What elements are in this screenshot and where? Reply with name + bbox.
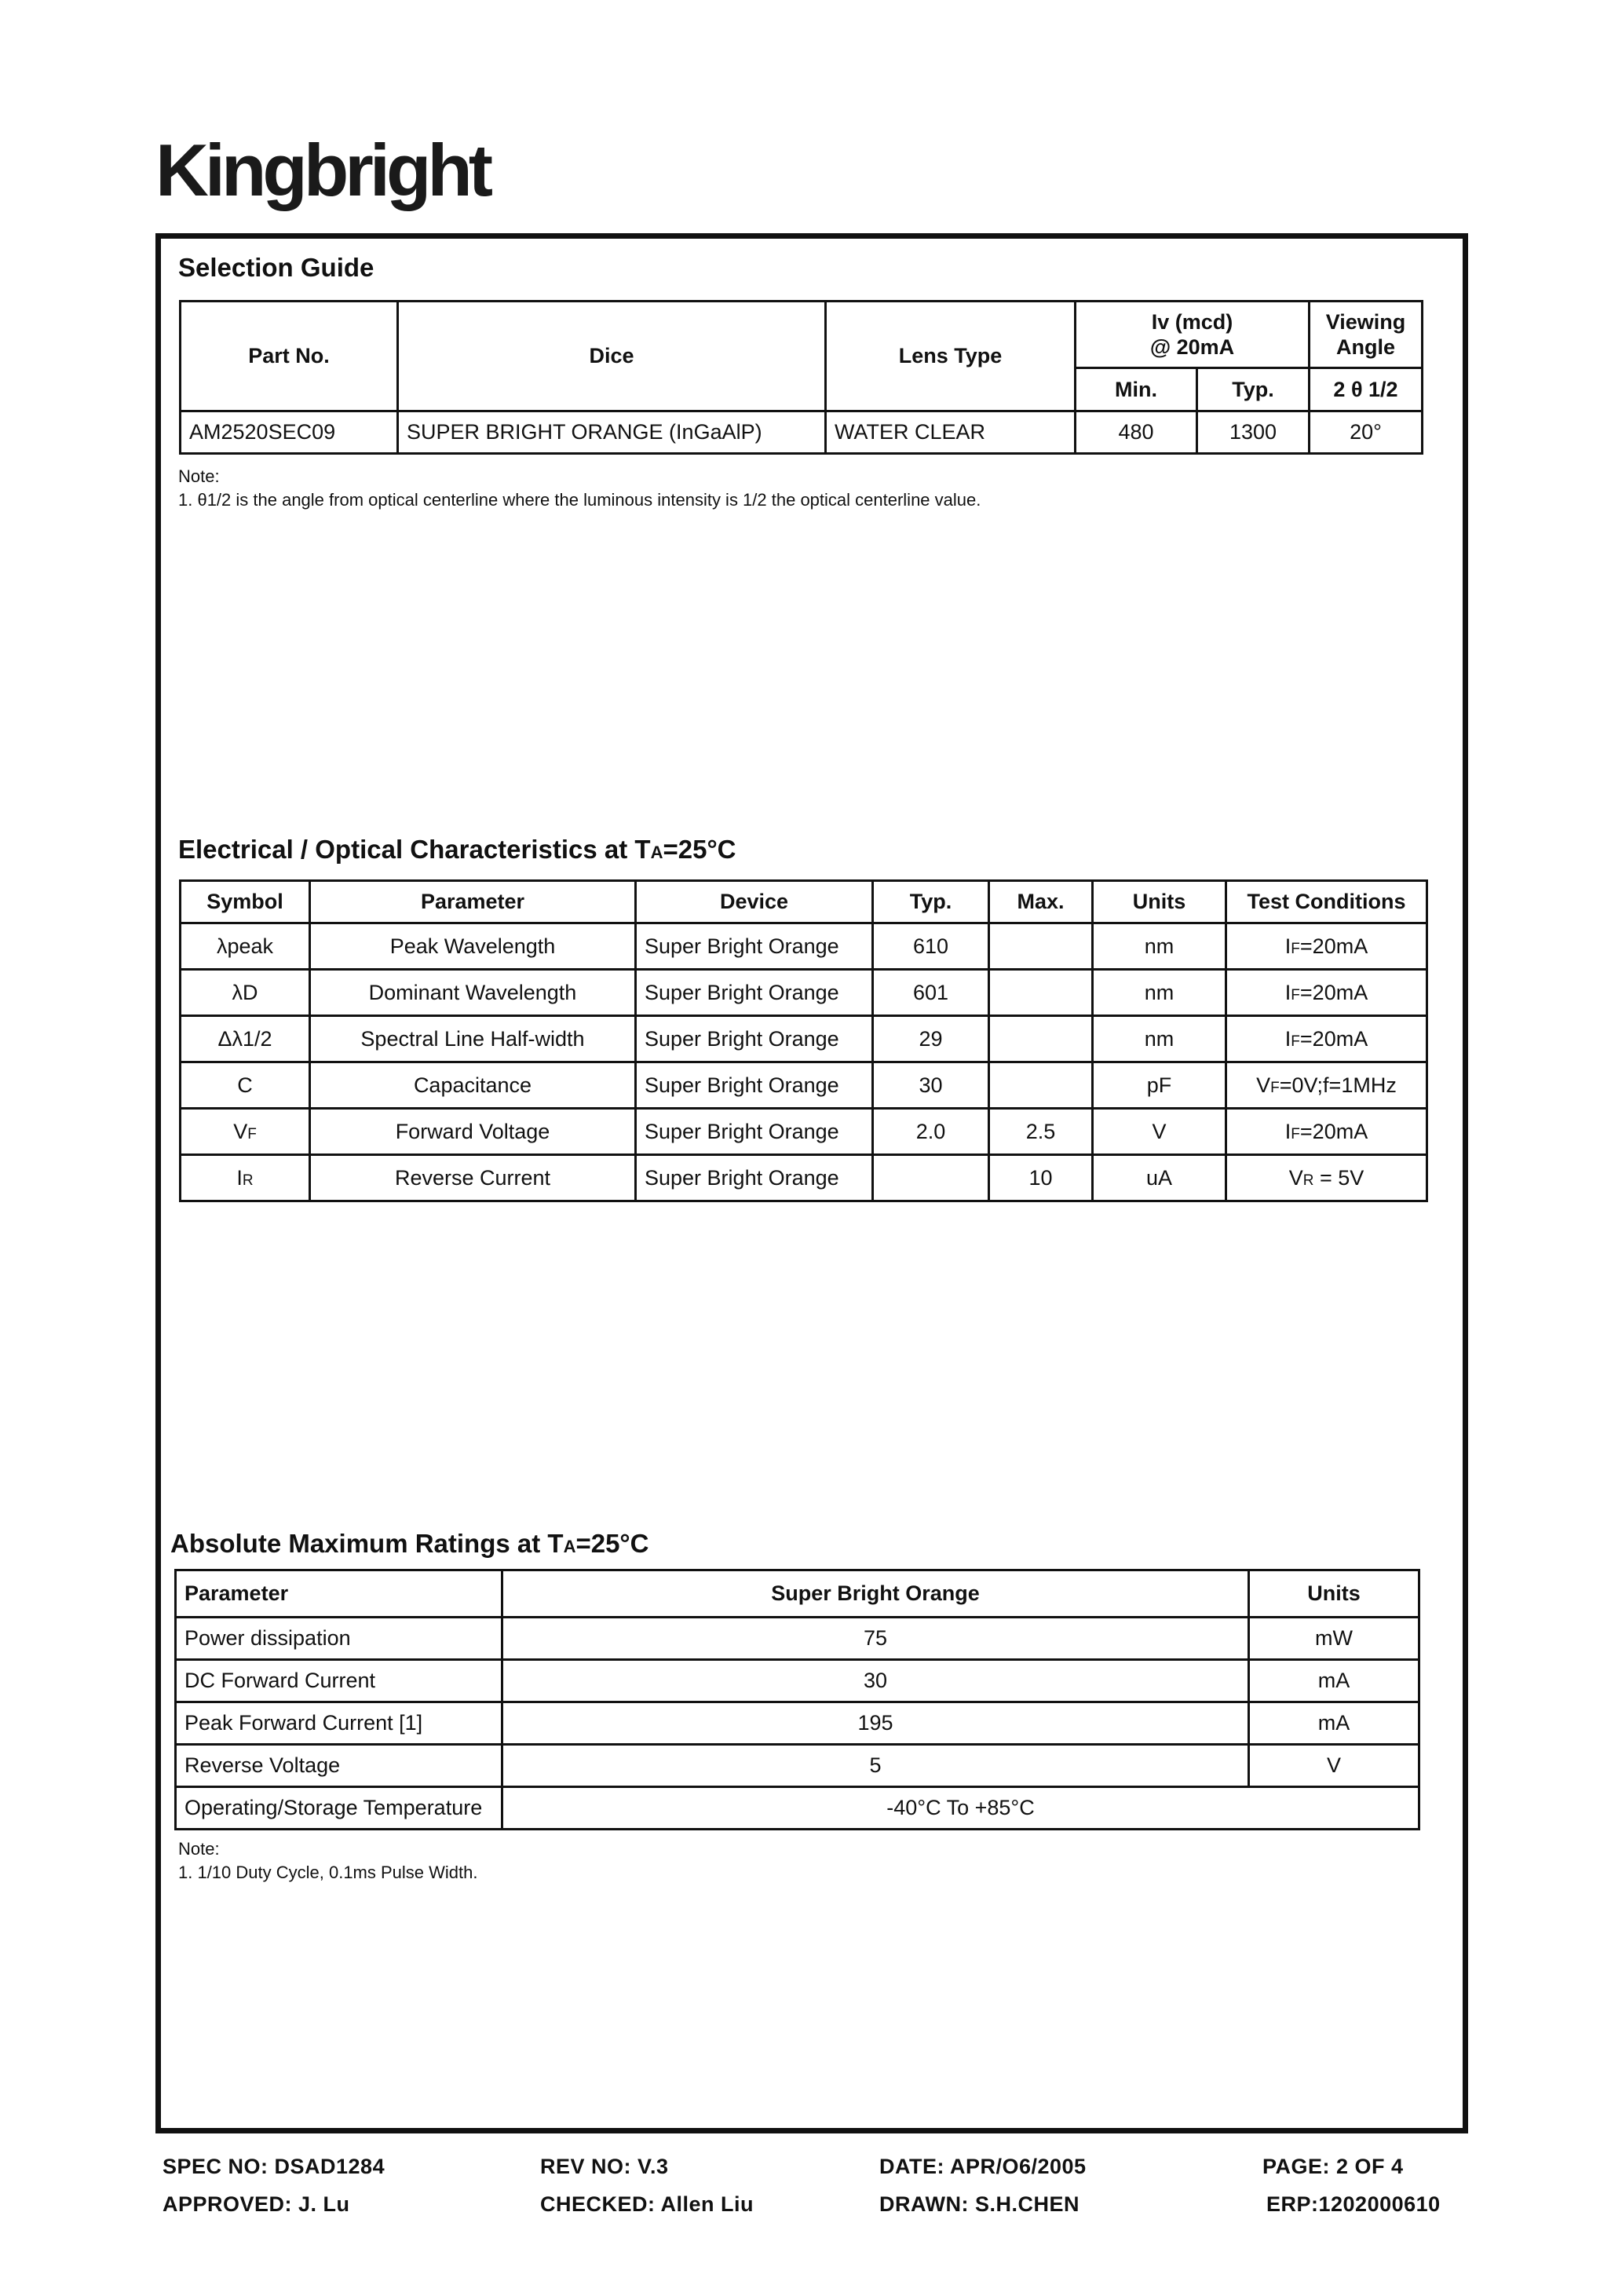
cell-test-condition: VF=0V;f=1MHz [1226,1062,1427,1109]
electrical-header-cell: Typ. [873,881,989,923]
cell-min: 480 [1076,411,1197,454]
cell-symbol: C [181,1062,310,1109]
table-row [181,1062,1427,1109]
cell-units: nm [1093,923,1226,970]
cell-test-condition: IF=20mA [1226,1109,1427,1155]
header-units: Units [1249,1570,1419,1618]
cell-max [989,1016,1093,1062]
note-label: Note: [178,466,220,486]
cell-parameter: Spectral Line Half-width [310,1016,636,1062]
selection-guide-note [178,465,981,512]
cell-typ [873,1155,989,1201]
header-parameter: Parameter [176,1570,502,1618]
note-text: 1. θ1/2 is the angle from optical centerline where the luminous intensity is 1/2 the optical centerline value. [178,490,981,510]
electrical-header-cell: Parameter [310,881,636,923]
electrical-header-cell: Max. [989,881,1093,923]
cell-test-condition: IF=20mA [1226,970,1427,1016]
selection-guide-title: Selection Guide [178,253,374,282]
cell-symbol: IR [181,1155,310,1201]
table-row [181,970,1427,1016]
header-viewing-angle [1310,302,1423,368]
electrical-header-cell: Test Conditions [1226,881,1427,923]
cell-typ: 1300 [1197,411,1310,454]
cell-parameter: Power dissipation [176,1618,502,1660]
cell-device: Super Bright Orange [636,923,873,970]
header-viewing-line2: Angle [1335,335,1395,359]
header-viewing-line1: Viewing [1325,310,1406,334]
cell-part-no: AM2520SEC09 [181,411,398,454]
cell-device: Super Bright Orange [636,1016,873,1062]
cell-test-condition: VR = 5V [1226,1155,1427,1201]
cell-units: V [1249,1745,1419,1787]
table-row [176,1787,1419,1830]
table-row [176,1745,1419,1787]
rev-no: REV NO: V.3 [540,2155,669,2178]
approved-by: APPROVED: J. Lu [163,2192,350,2216]
cell-symbol: Δλ1/2 [181,1016,310,1062]
table-row [176,1618,1419,1660]
cell-symbol: λpeak [181,923,310,970]
drawn-by: DRAWN: S.H.CHEN [879,2192,1080,2216]
cell-device: Super Bright Orange [636,1155,873,1201]
header-dice: Dice [398,302,826,411]
table-header-row [176,1570,1419,1618]
cell-max: 2.5 [989,1109,1093,1155]
date: DATE: APR/O6/2005 [879,2155,1087,2178]
selection-guide-table [179,300,1423,455]
cell-typ: 2.0 [873,1109,989,1155]
header-lens-type: Lens Type [826,302,1076,411]
cell-typ: 610 [873,923,989,970]
cell-parameter: Peak Wavelength [310,923,636,970]
cell-dice: SUPER BRIGHT ORANGE (InGaAlP) [398,411,826,454]
cell-max [989,970,1093,1016]
electrical-header-cell: Device [636,881,873,923]
header-part-no: Part No. [181,302,398,411]
table-row [181,1016,1427,1062]
cell-max: 10 [989,1155,1093,1201]
cell-max [989,1062,1093,1109]
electrical-header-cell: Symbol [181,881,310,923]
cell-parameter: Reverse Voltage [176,1745,502,1787]
cell-test-condition: IF=20mA [1226,923,1427,970]
cell-symbol: λD [181,970,310,1016]
cell-angle: 20° [1310,411,1423,454]
cell-parameter: Peak Forward Current [1] [176,1702,502,1745]
cell-units: V [1093,1109,1226,1155]
cell-typ: 30 [873,1062,989,1109]
absolute-max-table [174,1569,1420,1830]
table-row [176,1702,1419,1745]
spec-no: SPEC NO: DSAD1284 [163,2155,385,2178]
cell-typ: 601 [873,970,989,1016]
electrical-header-cell: Units [1093,881,1226,923]
kingbright-logo: Kingbright [155,129,490,211]
cell-units: mA [1249,1702,1419,1745]
header-device: Super Bright Orange [502,1570,1249,1618]
cell-value: -40°C To +85°C [502,1787,1419,1830]
cell-parameter: Operating/Storage Temperature [176,1787,502,1830]
cell-units: pF [1093,1062,1226,1109]
table-row [181,1109,1427,1155]
table-row [181,1155,1427,1201]
cell-units: mW [1249,1618,1419,1660]
cell-parameter: Forward Voltage [310,1109,636,1155]
page-number: PAGE: 2 OF 4 [1262,2155,1404,2178]
cell-device: Super Bright Orange [636,1109,873,1155]
cell-units: mA [1249,1660,1419,1702]
cell-device: Super Bright Orange [636,1062,873,1109]
cell-parameter: DC Forward Current [176,1660,502,1702]
cell-parameter: Capacitance [310,1062,636,1109]
electrical-table [179,879,1428,1202]
cell-lens-type: WATER CLEAR [826,411,1076,454]
cell-units: nm [1093,970,1226,1016]
absolute-max-note [178,1837,478,1885]
note-text: 1. 1/10 Duty Cycle, 0.1ms Pulse Width. [178,1863,478,1882]
header-iv-line2: @ 20mA [1149,335,1235,359]
cell-value: 30 [502,1660,1249,1702]
cell-symbol: VF [181,1109,310,1155]
table-row [181,923,1427,970]
cell-device: Super Bright Orange [636,970,873,1016]
cell-units: uA [1093,1155,1226,1201]
cell-value: 75 [502,1618,1249,1660]
cell-value: 195 [502,1702,1249,1745]
note-label: Note: [178,1839,220,1859]
checked-by: CHECKED: Allen Liu [540,2192,754,2216]
erp-number: ERP:1202000610 [1266,2192,1441,2216]
table-row [181,411,1423,454]
cell-units: nm [1093,1016,1226,1062]
cell-value: 5 [502,1745,1249,1787]
absolute-max-title: Absolute Maximum Ratings at TA=25°C [170,1529,649,1558]
cell-max [989,923,1093,970]
cell-parameter: Reverse Current [310,1155,636,1201]
table-row [176,1660,1419,1702]
cell-typ: 29 [873,1016,989,1062]
cell-parameter: Dominant Wavelength [310,970,636,1016]
header-theta: 2 θ 1/2 [1310,368,1423,411]
electrical-title: Electrical / Optical Characteristics at TA=25°C [178,835,736,864]
header-iv-line1: Iv (mcd) [1151,310,1233,334]
header-min: Min. [1076,368,1197,411]
cell-test-condition: IF=20mA [1226,1016,1427,1062]
header-iv [1076,302,1310,368]
header-typ: Typ. [1197,368,1310,411]
